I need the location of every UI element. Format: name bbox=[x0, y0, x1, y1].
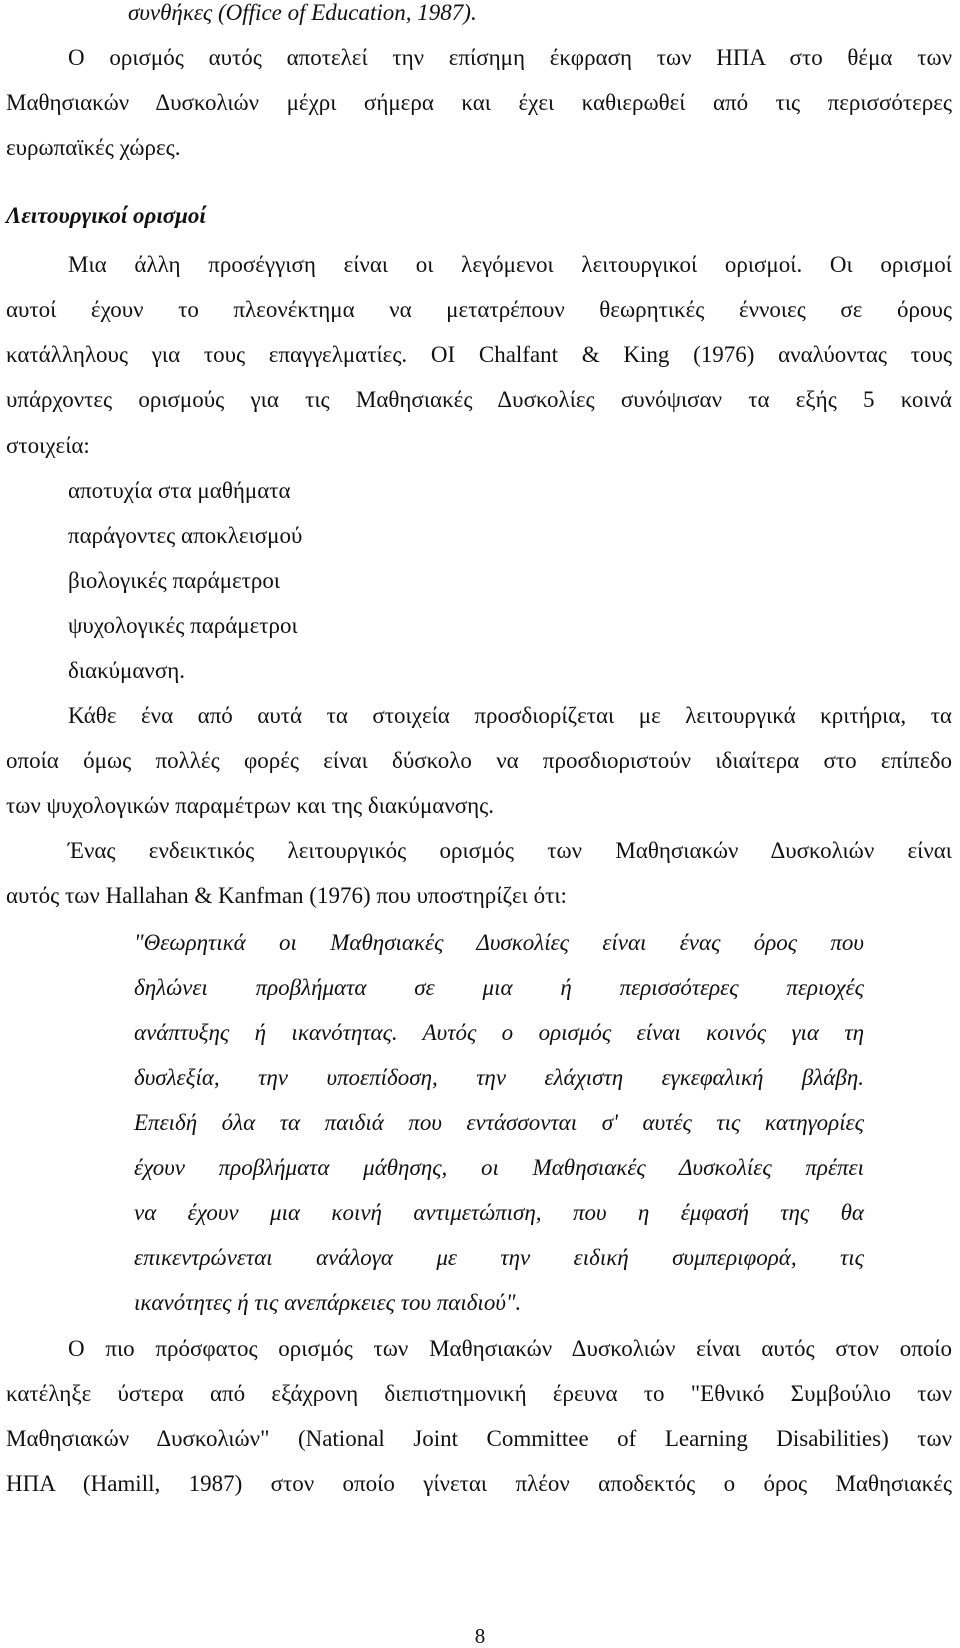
paragraph-line: Ο πιο πρόσφατος ορισμός των Μαθησιακών Δυσκολιών είναι αυτός στον οποίο bbox=[68, 1336, 952, 1361]
block-quote-line: "Θεωρητικά οι Μαθησιακές Δυσκολίες είναι ένας όρος που bbox=[134, 930, 864, 955]
paragraph-line: αυτός των Hallahan & Kanfman (1976) που υποστηρίζει ότι: bbox=[6, 883, 567, 908]
paragraph-line: Μια άλλη προσέγγιση είναι οι λεγόμενοι λειτουργικοί ορισμοί. Οι ορισμοί bbox=[68, 252, 952, 277]
list-item: ψυχολογικές παράμετροι bbox=[68, 613, 298, 638]
paragraph-line: κατέληξε ύστερα από εξάχρονη διεπιστημονική έρευνα το "Εθνικό Συμβούλιο των bbox=[6, 1381, 952, 1406]
paragraph-line: οποία όμως πολλές φορές είναι δύσκολο να προσδιοριστούν ιδιαίτερα στο επίπεδο bbox=[6, 748, 952, 773]
block-quote-line: ανάπτυξης ή ικανότητας. Αυτός ο ορισμός είναι κοινός για τη bbox=[134, 1020, 864, 1045]
section-heading: Λειτουργικοί ορισμοί bbox=[6, 203, 206, 228]
block-quote-line: Επειδή όλα τα παιδιά που εντάσσονται σ' αυτές τις κατηγορίες bbox=[134, 1110, 864, 1135]
block-quote-line: να έχουν μια κοινή αντιμετώπιση, που η έμφασή της θα bbox=[134, 1200, 864, 1225]
paragraph-line: Ένας ενδεικτικός λειτουργικός ορισμός των Μαθησιακών Δυσκολιών είναι bbox=[68, 838, 952, 863]
paragraph-line: Ο ορισμός αυτός αποτελεί την επίσημη έκφραση των ΗΠΑ στο θέμα των bbox=[68, 45, 952, 70]
block-quote-line: επικεντρώνεται ανάλογα με την ειδική συμπεριφορά, τις bbox=[134, 1245, 864, 1270]
text-line-continuation: συνθήκες (Office of Education, 1987). bbox=[128, 0, 477, 25]
paragraph-line: ΗΠΑ (Hamill, 1987) στον οποίο γίνεται πλέον αποδεκτός ο όρος Μαθησιακές bbox=[6, 1471, 952, 1496]
paragraph-line: κατάλληλους για τους επαγγελματίες. ΟΙ Chalfant & King (1976) αναλύοντας τους bbox=[6, 342, 952, 367]
list-item: διακύμανση. bbox=[68, 658, 186, 683]
list-item: αποτυχία στα μαθήματα bbox=[68, 478, 291, 503]
list-item: βιολογικές παράμετροι bbox=[68, 568, 281, 593]
paragraph-line: Μαθησιακών Δυσκολιών" (National Joint Committee of Learning Disabilities) των bbox=[6, 1426, 952, 1451]
block-quote-line: δηλώνει προβλήματα σε μια ή περισσότερες περιοχές bbox=[134, 975, 864, 1000]
block-quote-line: δυσλεξία, την υποεπίδοση, την ελάχιστη εγκεφαλική βλάβη. bbox=[134, 1065, 864, 1090]
paragraph-line: των ψυχολογικών παραμέτρων και της διακύμανσης. bbox=[6, 793, 495, 818]
paragraph-line: ευρωπαϊκές χώρες. bbox=[6, 135, 181, 160]
paragraph-line: Μαθησιακών Δυσκολιών μέχρι σήμερα και έχει καθιερωθεί από τις περισσότερες bbox=[6, 90, 952, 115]
block-quote-line: έχουν προβλήματα μάθησης, οι Μαθησιακές Δυσκολίες πρέπει bbox=[134, 1155, 864, 1180]
paragraph-line: στοιχεία: bbox=[6, 433, 90, 458]
block-quote-line: ικανότητες ή τις ανεπάρκειες του παιδιού". bbox=[134, 1290, 522, 1315]
paragraph-line: Κάθε ένα από αυτά τα στοιχεία προσδιορίζεται με λειτουργικά κριτήρια, τα bbox=[68, 703, 952, 728]
paragraph-line: υπάρχοντες ορισμούς για τις Μαθησιακές Δυσκολίες συνόψισαν τα εξής 5 κοινά bbox=[6, 387, 952, 412]
page-number: 8 bbox=[474, 1624, 486, 1648]
paragraph-line: αυτοί έχουν το πλεονέκτημα να μετατρέπουν θεωρητικές έννοιες σε όρους bbox=[6, 297, 952, 322]
list-item: παράγοντες αποκλεισμού bbox=[68, 523, 303, 548]
